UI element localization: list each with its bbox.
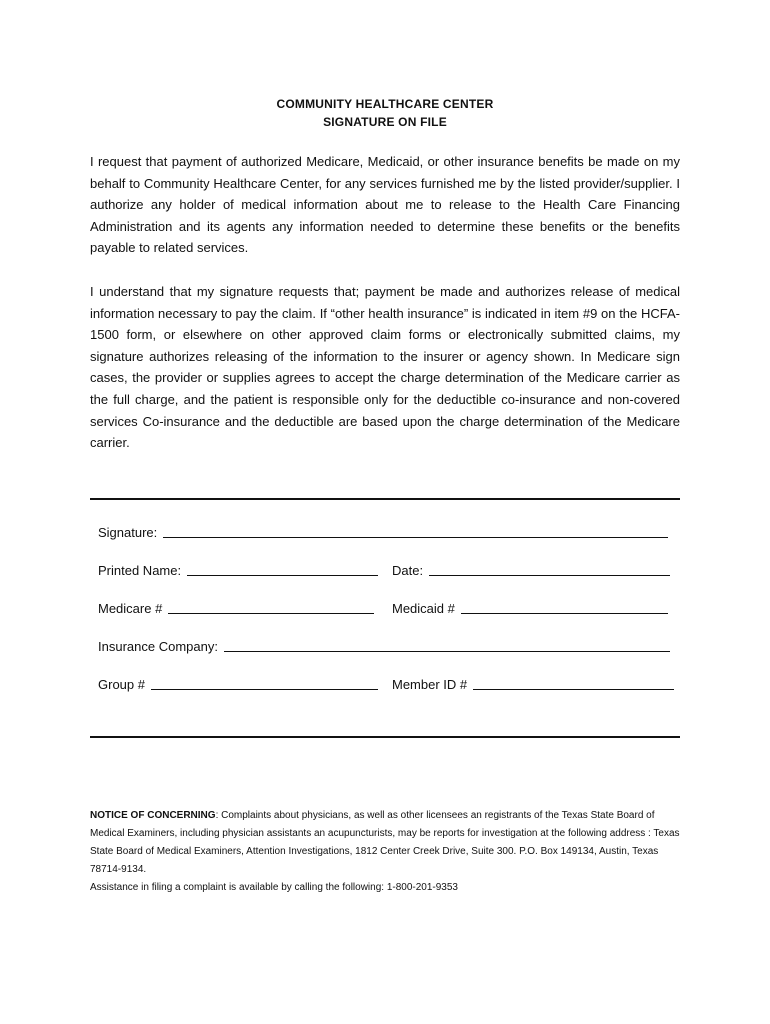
notice-section [90, 807, 680, 897]
group-label: Group # [98, 677, 145, 692]
medicaid-label: Medicaid # [392, 601, 455, 616]
insurance-company-field[interactable] [98, 636, 670, 654]
member-id-line [473, 689, 674, 690]
medicaid-field[interactable] [392, 598, 668, 616]
notice-assistance: Assistance in filing a complaint is available by calling the following: 1-800-201-9353 [90, 882, 458, 893]
title-line-1: COMMUNITY HEALTHCARE CENTER [276, 97, 494, 111]
row-medicare-medicaid [98, 598, 670, 616]
notice-text: : Complaints about physicians, as well as other licensees an registrants of the Texas State Board of Medical Examiners, including physician assistants an acupuncturists, may be reports for investigation at the following address : Texas State Board of Medical Examiners, Attention Investigations, 1812 Center Creek Drive, Suite 300. P.O. Box 149134, Austin, Texas 78714-9134. [90, 810, 680, 875]
printed-name-line [187, 575, 378, 576]
date-label: Date: [392, 563, 424, 578]
medicare-line [168, 613, 374, 614]
medicare-label: Medicare # [98, 601, 163, 616]
group-field[interactable] [98, 674, 378, 692]
member-id-label: Member ID # [392, 677, 468, 692]
date-line [429, 575, 670, 576]
printed-name-label: Printed Name: [98, 563, 182, 578]
signature-field[interactable] [98, 522, 668, 540]
title-line-2: SIGNATURE ON FILE [323, 115, 447, 129]
paragraph-1: I request that payment of authorized Medicare, Medicaid, or other insurance benefits be made on my behalf to Community Healthcare Center, for any services furnished me by the listed provider/supplier. I authorize any holder of medical information about me to release to the Health Care Financing Administration and its agents any information needed to determine these benefits or the benefits payable to related services. [90, 154, 680, 256]
insurance-company-label: Insurance Company: [98, 639, 218, 654]
member-id-field[interactable] [392, 674, 674, 692]
notice-paragraph [90, 807, 680, 879]
paragraph-2: I understand that my signature requests that; payment be made and authorizes release of medical information necessary to pay the claim. If “other health insurance” is indicated in item #9 on the HCFA- 1500 form, or elsewhere on other approved claim forms or electronically submitted claims, my signature authorizes releasing of the information to the insurer or agency shown. In Medicare sign cases, the provider or supplies agrees to accept the charge determination of the Medicare carrier as the full charge, and the patient is responsible only for the deductible co-insurance and non-covered services Co-insurance and the deductible are based upon the charge determination of the Medicare carrier. [90, 283, 680, 451]
date-field[interactable] [392, 560, 670, 578]
medicaid-line [461, 613, 668, 614]
insurance-company-line [224, 651, 670, 652]
signature-line [163, 537, 668, 538]
medicare-field[interactable] [98, 598, 374, 616]
document-content [90, 95, 680, 467]
row-insurance-company [98, 636, 670, 654]
signature-label: Signature: [98, 525, 158, 540]
notice-title: NOTICE OF CONCERNING [90, 810, 216, 821]
row-signature [98, 522, 670, 540]
signature-form [90, 498, 680, 738]
group-line [151, 689, 378, 690]
row-printed-name-date [98, 560, 670, 578]
printed-name-field[interactable] [98, 560, 378, 578]
row-group-member-id [98, 674, 670, 692]
